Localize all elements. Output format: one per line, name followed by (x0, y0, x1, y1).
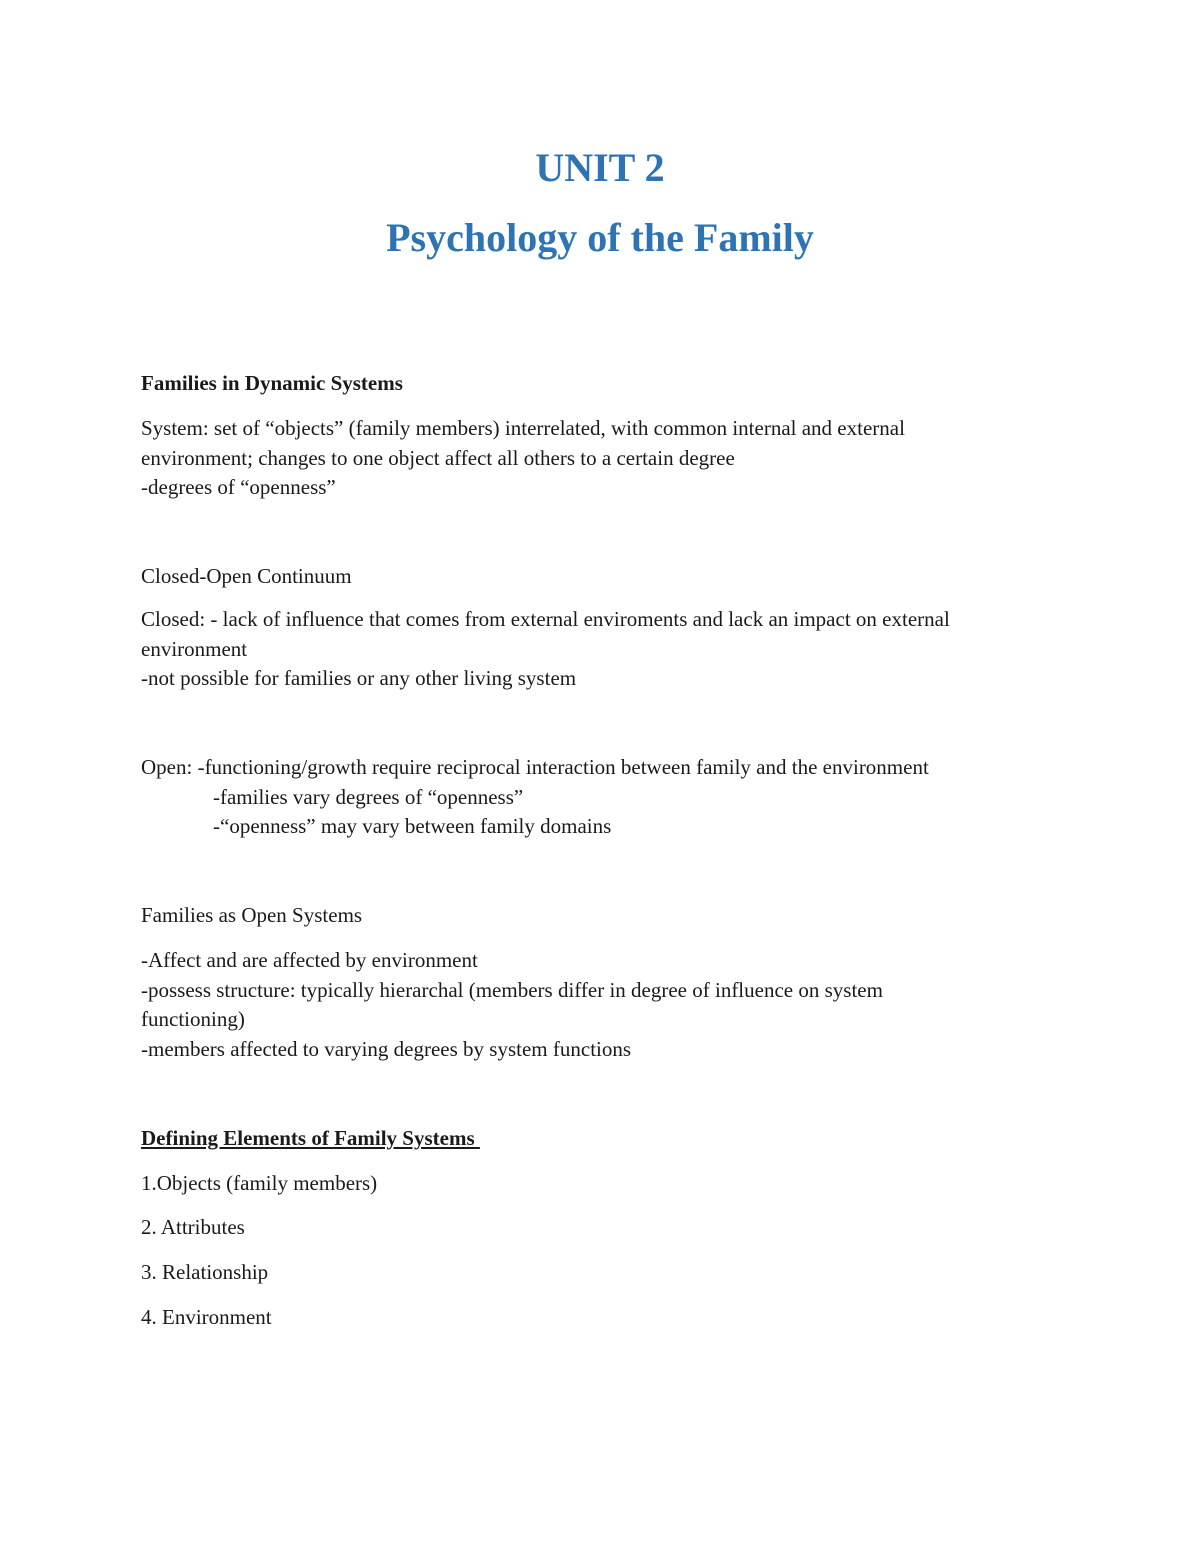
list-item-text: 4. Environment (141, 1305, 272, 1329)
body-line: Open: -functioning/growth require reciprocal interaction between family and the environment (141, 755, 929, 779)
list-item-text: 3. Relationship (141, 1260, 269, 1284)
list-item-text: 1.Objects (family members) (141, 1171, 378, 1195)
body-line: -possess structure: typically hierarchal (members differ in degree of influence on system (141, 977, 883, 1002)
section-body-dynamic-systems (141, 414, 1071, 503)
body-line-indented: -“openness” may vary between family domains (213, 814, 612, 838)
page-title: Psychology of the Family (386, 215, 814, 260)
section-body-open-systems (141, 946, 1071, 1064)
body-line: environment (141, 636, 248, 661)
unit-title: UNIT 2 (535, 145, 665, 190)
body-line: functioning) (141, 1007, 245, 1031)
list-item (141, 1258, 1071, 1288)
section-heading-continuum (141, 562, 1071, 592)
section-heading-dynamic-systems (141, 369, 1071, 399)
section-heading: Closed-Open Continuum (141, 564, 352, 588)
body-line: -members affected to varying degrees by system functions (141, 1036, 632, 1061)
section-body-open (141, 753, 1071, 842)
body-line: System: set of “objects” (family members) interrelated, with common internal and external (141, 416, 905, 440)
section-heading-defining-elements (141, 1124, 1071, 1154)
section-heading: Families in Dynamic Systems (141, 371, 403, 395)
section-body-closed (141, 605, 1071, 694)
section-heading-open-systems (141, 901, 1071, 931)
body-line: Closed: - lack of influence that comes from external enviroments and lack an impact on external (141, 607, 950, 631)
list-item (141, 1169, 1071, 1199)
section-heading: Families as Open Systems (141, 903, 363, 927)
body-line: -Affect and are affected by environment (141, 948, 478, 972)
list-item-text: 2. Attributes (141, 1215, 245, 1239)
body-line-indented: -families vary degrees of “openness” (213, 784, 524, 809)
body-line: -degrees of “openness” (141, 475, 336, 499)
list-item (141, 1213, 1071, 1243)
list-item (141, 1303, 1071, 1333)
section-heading: Defining Elements of Family Systems (141, 1126, 480, 1150)
body-line: -not possible for families or any other living system (141, 666, 577, 690)
body-line: environment; changes to one object affect all others to a certain degree (141, 445, 735, 470)
